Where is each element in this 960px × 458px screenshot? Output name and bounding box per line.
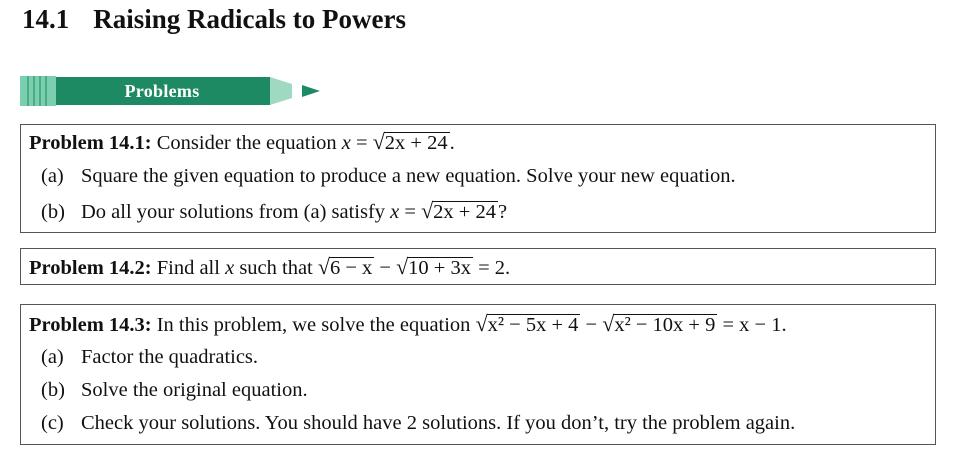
statement-text: such that <box>239 257 313 279</box>
section-heading <box>22 4 406 35</box>
problem-part-b <box>41 199 507 224</box>
part-text: Solve the original equation. <box>81 379 308 401</box>
radical-expression: √2x + 24 <box>421 198 496 223</box>
statement-end: = 2. <box>472 257 511 279</box>
part-end: ? <box>497 201 508 223</box>
problem-title: Problem 14.1: <box>29 132 152 154</box>
part-tag: (a) <box>41 346 64 368</box>
part-text: Check your solutions. You should have 2 solutions. If you don’t, try the problem again. <box>81 412 796 434</box>
statement-text: Consider the equation <box>156 132 337 154</box>
problem-box-14-3 <box>20 304 936 445</box>
problem-statement <box>29 255 510 280</box>
statement-end: = x − 1. <box>717 314 787 336</box>
problem-part-a <box>41 164 736 188</box>
radicand: 6 − x <box>329 257 373 279</box>
part-tag: (a) <box>41 165 64 187</box>
radical-expression: √10 + 3x <box>396 254 471 279</box>
radicand: x² − 5x + 4 <box>487 314 579 336</box>
problem-title: Problem 14.2: <box>29 257 152 279</box>
statement-end: . <box>449 132 455 154</box>
part-tag: (b) <box>41 379 65 401</box>
radicand: 10 + 3x <box>408 257 471 279</box>
radical-expression: √6 − x <box>317 254 373 279</box>
problems-banner-label: Problems <box>124 80 200 101</box>
part-text: Do all your solutions from (a) satisfy <box>81 201 386 223</box>
radicand: 2x + 24 <box>433 201 496 223</box>
variable: x <box>225 257 235 279</box>
minus-sign: − <box>374 257 397 279</box>
radicand: 2x + 24 <box>384 132 448 154</box>
problem-part-b <box>41 378 308 402</box>
part-text: Square the given equation to produce a new equation. Solve your new equation. <box>81 165 736 187</box>
problem-box-14-2 <box>20 248 936 285</box>
statement-text: In this problem, we solve the equation <box>156 314 471 336</box>
equals-sign: = <box>350 132 373 154</box>
problem-part-a <box>41 345 258 369</box>
radical-expression: √x² − 10x + 9 <box>602 311 716 336</box>
equation-lhs: x <box>390 201 400 223</box>
equals-sign: = <box>399 201 422 223</box>
section-title: Raising Radicals to Powers <box>93 4 406 34</box>
radical-expression: √x² − 5x + 4 <box>475 311 579 336</box>
problem-box-14-1 <box>20 124 936 233</box>
minus-sign: − <box>580 314 603 336</box>
part-tag: (c) <box>41 412 64 434</box>
equation-lhs: x <box>341 132 351 154</box>
radical-expression: √2x + 24 <box>372 129 448 154</box>
problem-statement <box>29 312 787 337</box>
part-text: Factor the quadratics. <box>81 346 259 368</box>
radicand: x² − 10x + 9 <box>614 314 716 336</box>
statement-text: Find all <box>156 257 220 279</box>
problem-title: Problem 14.3: <box>29 314 152 336</box>
problem-part-c <box>41 411 795 435</box>
part-tag: (b) <box>41 201 65 223</box>
problem-statement <box>29 130 455 155</box>
section-number: 14.1 <box>22 4 70 34</box>
